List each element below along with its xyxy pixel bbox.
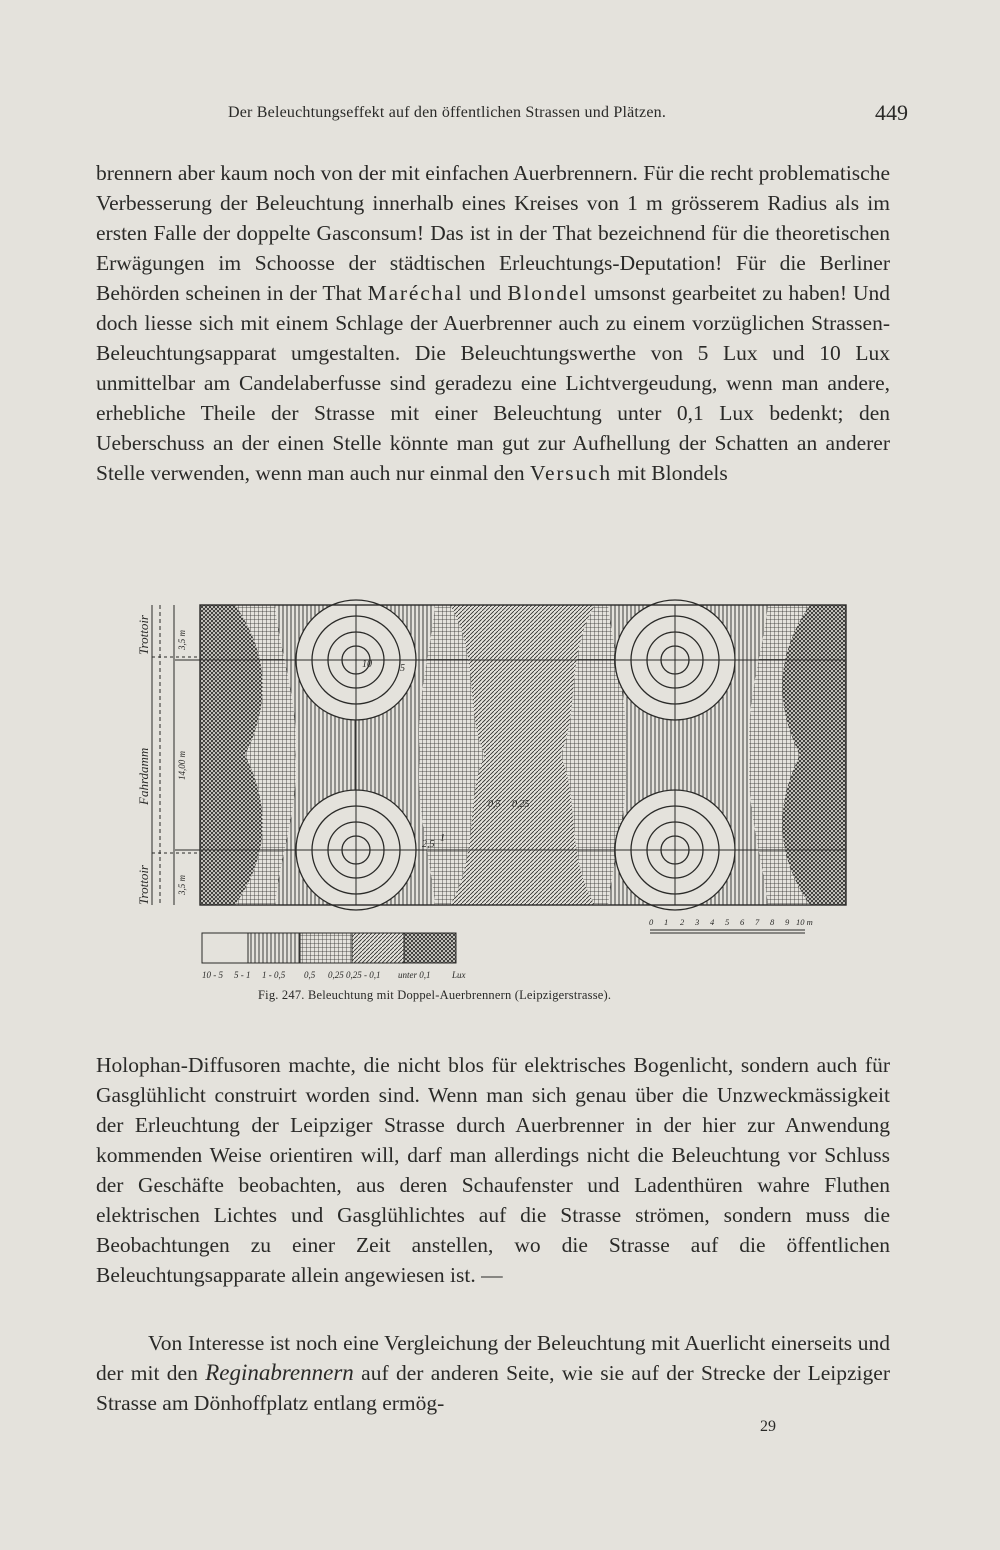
figure-247 <box>130 595 860 1025</box>
scale-tick-1: 1 <box>664 917 669 927</box>
paragraph-2 <box>96 1050 890 1290</box>
illumination-diagram <box>130 595 860 1025</box>
scale-tick-10: 10 m <box>796 917 813 927</box>
scale-tick-9: 9 <box>785 917 790 927</box>
dimension-top: 3,5 m <box>177 630 187 650</box>
scale-tick-3: 3 <box>695 917 700 927</box>
legend-bar <box>202 933 456 963</box>
legend-label-3: 0,5 <box>304 970 316 980</box>
scale-tick-6: 6 <box>740 917 745 927</box>
scale-tick-2: 2 <box>680 917 685 927</box>
p1-text-a: brennern aber kaum noch von der mit einfachen Auerbrennern. Für die recht problematische Verbesserung der Beleuchtung innerhalb eines Kreises von 1 m grösserem Radius als im ersten Falle der doppelte Gasconsum! Das ist in der That bezeichnend für die theoretischen Erwägungen im Schoosse der städtischen Erleuchtungs-Deputation! Für die Berliner Behörden scheinen in der That <box>96 161 890 305</box>
legend-label-2: 1 - 0,5 <box>262 970 286 980</box>
figure-number: Fig. 247. <box>258 988 305 1002</box>
page-header <box>228 100 908 134</box>
word-versuch: Versuch <box>530 461 612 485</box>
lamp-value-0-5: 0,5 <box>488 799 501 810</box>
p3-text-a: Von Interesse ist noch eine Vergleichung der Beleuchtung mit Auerlicht einerseits und der mit den <box>96 1331 890 1385</box>
lamp-value-0-25: 0,25 <box>512 799 530 810</box>
legend-label-6: Lux <box>452 970 466 980</box>
paragraph-3 <box>96 1328 890 1418</box>
running-head: Der Beleuchtungseffekt auf den öffentlichen Strassen und Plätzen. <box>228 104 667 121</box>
paragraph-1 <box>96 158 890 488</box>
scale-tick-5: 5 <box>725 917 730 927</box>
lamp-value-10: 10 <box>362 659 372 670</box>
lamp-value-1: 1 <box>440 833 445 844</box>
scale-tick-0: 0 <box>649 917 654 927</box>
scale-tick-7: 7 <box>755 917 760 927</box>
figure-caption-text: Beleuchtung mit Doppel-Auerbrennern (Leipzigerstrasse). <box>307 988 612 1002</box>
scale-tick-8: 8 <box>770 917 775 927</box>
dimension-bottom: 3,5 m <box>177 875 187 895</box>
p1-text-b: und <box>463 281 508 305</box>
label-trottoir-bottom: Trottoir <box>136 865 151 905</box>
scale-ticks <box>649 917 813 927</box>
legend-label-4: 0,25 0,25 - 0,1 <box>328 970 381 980</box>
legend-label-5: unter 0,1 <box>398 970 431 980</box>
name-marechal: Maréchal <box>367 281 464 305</box>
dimension-middle: 14,00 m <box>177 751 187 780</box>
legend-label-1: 5 - 1 <box>234 970 251 980</box>
p1-text-d: mit Blondels <box>611 461 728 485</box>
figure-caption <box>258 988 611 1003</box>
p1-text-c: umsonst gearbeitet zu haben! Und doch liesse sich mit einem Schlage der Auerbrenner auch zu einem vorzüglichen Strassen-Beleuchtungsapparat umgestalten. Die Beleuchtungswerthe von 5 Lux und 10 Lux unmittelbar am Candelaberfusse sind geradezu eine Lichtvergeudung, wenn man andere, erhebliche Theile der Strasse mit einer Beleuchtung unter 0,1 Lux bedenkt; den Ueberschuss an der einen Stelle könnte man gut zur Aufhellung der Schatten an anderer Stelle verwenden, wenn man auch nur einmal den <box>96 281 890 485</box>
scale-tick-4: 4 <box>710 917 715 927</box>
legend-label-0: 10 - 5 <box>202 970 223 980</box>
signature-mark: 29 <box>760 1418 776 1435</box>
page-number: 449 <box>875 100 908 125</box>
lamp-value-5: 5 <box>400 663 405 674</box>
name-blondel: Blondel <box>507 281 589 305</box>
word-reginabrennern: Reginabrennern <box>205 1360 354 1385</box>
label-trottoir-top: Trottoir <box>136 615 151 655</box>
label-fahrdamm: Fahrdamm <box>136 747 151 805</box>
p2-text: Holophan-Diffusoren machte, die nicht blos für elektrisches Bogenlicht, sondern auch für Gasglühlicht construirt worden sind. Wenn man sich genau über die Unzweckmässigkeit der Erleuchtung der Leipziger Strasse durch Auerbrenner in der hier zur Anwendung kommenden Weise orientiren will, darf man allerdings nicht die Beleuchtung vor Schluss der Geschäfte beobachten, aus deren Schaufenster und Ladenthüren wahre Fluthen elektrischen Lichtes und Gasglühlichtes auf die Strasse strömen, sondern muss die Beobachtungen zu einer Zeit anstellen, wo die Strasse auf die öffentlichen Beleuchtungsapparate allein angewiesen ist. — <box>96 1053 890 1287</box>
lamp-value-2-5: 2,5 <box>422 839 435 850</box>
p3-text-b: auf der anderen Seite, wie sie auf der Strecke der Leipziger Strasse am Dönhoffplatz entlang ermög- <box>96 1361 890 1415</box>
